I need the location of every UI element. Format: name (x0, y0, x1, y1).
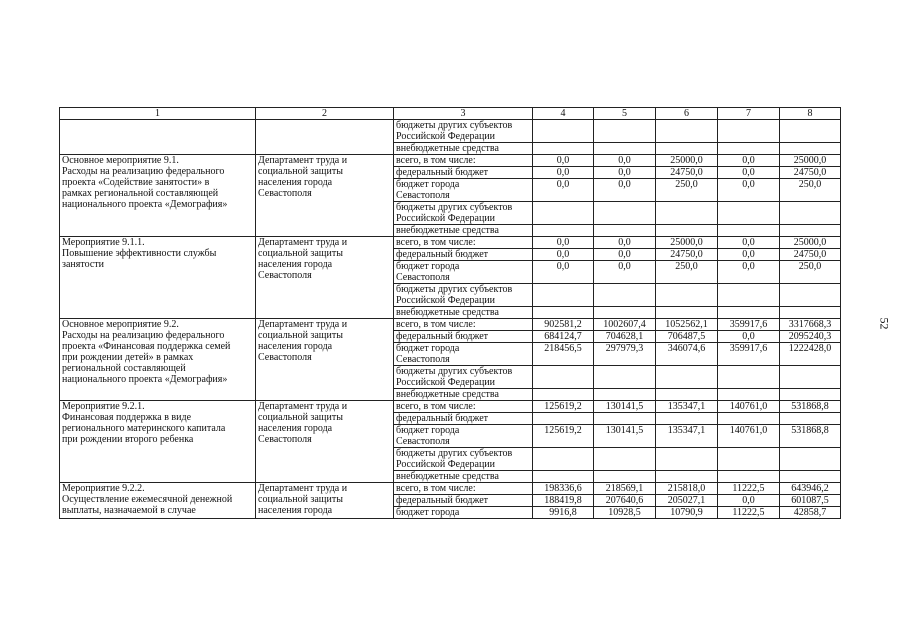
amount-cell: 130141,5 (594, 401, 656, 413)
amount-cell: 130141,5 (594, 425, 656, 448)
amount-cell (718, 307, 780, 319)
amount-cell: 0,0 (718, 495, 780, 507)
amount-cell: 188419,8 (533, 495, 594, 507)
amount-cell (656, 307, 718, 319)
amount-cell: 140761,0 (718, 401, 780, 413)
amount-cell: 0,0 (533, 261, 594, 284)
amount-cell: 3317668,3 (780, 319, 841, 331)
amount-cell (533, 143, 594, 155)
amount-cell: 0,0 (594, 237, 656, 249)
amount-cell: 0,0 (533, 155, 594, 167)
amount-cell: 0,0 (718, 167, 780, 179)
column-header-row (60, 108, 841, 120)
amount-cell (594, 389, 656, 401)
amount-cell: 1052562,1 (656, 319, 718, 331)
amount-cell: 359917,6 (718, 343, 780, 366)
amount-cell: 135347,1 (656, 425, 718, 448)
amount-cell: 0,0 (533, 249, 594, 261)
amount-cell (718, 448, 780, 471)
department: Департамент труда и социальной защиты населения города Севастополя (256, 319, 394, 401)
amount-cell (718, 284, 780, 307)
table-body (60, 108, 841, 519)
amount-cell (594, 471, 656, 483)
funding-source: бюджет города Севастополя (394, 179, 533, 202)
amount-cell: 902581,2 (533, 319, 594, 331)
amount-cell: 601087,5 (780, 495, 841, 507)
department (256, 120, 394, 155)
amount-cell: 11222,5 (718, 483, 780, 495)
amount-cell: 0,0 (718, 237, 780, 249)
table-row (60, 401, 841, 413)
funding-source: бюджеты других субъектов Российской Федерации (394, 448, 533, 471)
amount-cell: 531868,8 (780, 401, 841, 413)
amount-cell: 24750,0 (656, 167, 718, 179)
department: Департамент труда и социальной защиты населения города Севастополя (256, 155, 394, 237)
amount-cell (656, 143, 718, 155)
amount-cell: 250,0 (780, 179, 841, 202)
budget-table (59, 107, 841, 519)
table-row (60, 120, 841, 143)
amount-cell (656, 120, 718, 143)
amount-cell: 218569,1 (594, 483, 656, 495)
funding-source: всего, в том числе: (394, 155, 533, 167)
amount-cell: 250,0 (656, 179, 718, 202)
amount-cell (780, 471, 841, 483)
funding-source: внебюджетные средства (394, 307, 533, 319)
page-number: 52 (877, 317, 892, 330)
funding-source: бюджеты других субъектов Российской Федерации (394, 366, 533, 389)
column-header: 7 (718, 108, 780, 120)
column-header: 3 (394, 108, 533, 120)
amount-cell (656, 284, 718, 307)
table-row (60, 237, 841, 249)
amount-cell: 140761,0 (718, 425, 780, 448)
amount-cell: 215818,0 (656, 483, 718, 495)
amount-cell: 10928,5 (594, 507, 656, 519)
amount-cell: 704628,1 (594, 331, 656, 343)
amount-cell: 218456,5 (533, 343, 594, 366)
amount-cell (533, 389, 594, 401)
amount-cell: 346074,6 (656, 343, 718, 366)
activity-title: Мероприятие 9.1.1. Повышение эффективности службы занятости (60, 237, 256, 319)
table-row (60, 483, 841, 495)
amount-cell: 0,0 (594, 179, 656, 202)
amount-cell (780, 413, 841, 425)
amount-cell (656, 471, 718, 483)
amount-cell (594, 448, 656, 471)
amount-cell (656, 389, 718, 401)
amount-cell (594, 366, 656, 389)
amount-cell: 125619,2 (533, 425, 594, 448)
amount-cell (656, 225, 718, 237)
amount-cell: 24750,0 (780, 167, 841, 179)
amount-cell (533, 225, 594, 237)
amount-cell: 125619,2 (533, 401, 594, 413)
amount-cell (718, 389, 780, 401)
amount-cell: 11222,5 (718, 507, 780, 519)
amount-cell: 135347,1 (656, 401, 718, 413)
amount-cell (780, 143, 841, 155)
funding-source: всего, в том числе: (394, 237, 533, 249)
amount-cell: 684124,7 (533, 331, 594, 343)
amount-cell (718, 120, 780, 143)
department: Департамент труда и социальной защиты населения города (256, 483, 394, 519)
funding-source: внебюджетные средства (394, 389, 533, 401)
amount-cell (718, 471, 780, 483)
amount-cell (718, 366, 780, 389)
amount-cell (533, 202, 594, 225)
amount-cell: 0,0 (594, 155, 656, 167)
amount-cell: 0,0 (718, 179, 780, 202)
amount-cell: 706487,5 (656, 331, 718, 343)
funding-source: бюджет города Севастополя (394, 425, 533, 448)
amount-cell: 25000,0 (656, 237, 718, 249)
department: Департамент труда и социальной защиты населения города Севастополя (256, 237, 394, 319)
column-header: 5 (594, 108, 656, 120)
column-header: 2 (256, 108, 394, 120)
amount-cell: 531868,8 (780, 425, 841, 448)
amount-cell: 42858,7 (780, 507, 841, 519)
funding-source: бюджет города (394, 507, 533, 519)
amount-cell: 250,0 (656, 261, 718, 284)
activity-title: Основное мероприятие 9.2. Расходы на реализацию федерального проекта «Финансовая поддержка семей при рождении детей» в рамках региональной составляющей национального проекта «Демография» (60, 319, 256, 401)
funding-source: внебюджетные средства (394, 143, 533, 155)
amount-cell (533, 448, 594, 471)
amount-cell: 250,0 (780, 261, 841, 284)
amount-cell: 24750,0 (656, 249, 718, 261)
funding-source: внебюджетные средства (394, 225, 533, 237)
amount-cell (533, 471, 594, 483)
amount-cell (656, 202, 718, 225)
amount-cell (780, 225, 841, 237)
amount-cell (780, 366, 841, 389)
funding-source: всего, в том числе: (394, 401, 533, 413)
amount-cell: 0,0 (718, 155, 780, 167)
amount-cell (533, 120, 594, 143)
funding-source: внебюджетные средства (394, 471, 533, 483)
amount-cell: 0,0 (718, 331, 780, 343)
amount-cell: 1002607,4 (594, 319, 656, 331)
amount-cell (533, 413, 594, 425)
amount-cell: 24750,0 (780, 249, 841, 261)
amount-cell: 2095240,3 (780, 331, 841, 343)
amount-cell (718, 202, 780, 225)
activity-title: Мероприятие 9.2.2. Осуществление ежемесячной денежной выплаты, назначаемой в случае (60, 483, 256, 519)
funding-source: федеральный бюджет (394, 249, 533, 261)
amount-cell (780, 307, 841, 319)
amount-cell (594, 225, 656, 237)
amount-cell (780, 448, 841, 471)
amount-cell: 1222428,0 (780, 343, 841, 366)
amount-cell (718, 413, 780, 425)
amount-cell: 25000,0 (780, 237, 841, 249)
table-row (60, 155, 841, 167)
funding-source: федеральный бюджет (394, 413, 533, 425)
amount-cell (780, 284, 841, 307)
amount-cell (594, 120, 656, 143)
funding-source: бюджеты других субъектов Российской Федерации (394, 120, 533, 143)
funding-source: федеральный бюджет (394, 495, 533, 507)
amount-cell (533, 307, 594, 319)
amount-cell (780, 120, 841, 143)
amount-cell: 0,0 (718, 249, 780, 261)
funding-source: всего, в том числе: (394, 483, 533, 495)
amount-cell: 0,0 (533, 167, 594, 179)
amount-cell (656, 413, 718, 425)
funding-source: бюджет города Севастополя (394, 343, 533, 366)
department: Департамент труда и социальной защиты населения города Севастополя (256, 401, 394, 483)
amount-cell: 10790,9 (656, 507, 718, 519)
column-header: 1 (60, 108, 256, 120)
amount-cell (718, 143, 780, 155)
amount-cell (594, 143, 656, 155)
amount-cell (656, 366, 718, 389)
funding-source: всего, в том числе: (394, 319, 533, 331)
activity-title: Мероприятие 9.2.1. Финансовая поддержка в виде регионального материнского капитала при рождении второго ребенка (60, 401, 256, 483)
amount-cell: 0,0 (533, 237, 594, 249)
amount-cell (594, 284, 656, 307)
amount-cell: 297979,3 (594, 343, 656, 366)
amount-cell: 0,0 (594, 261, 656, 284)
funding-source: федеральный бюджет (394, 331, 533, 343)
activity-title (60, 120, 256, 155)
amount-cell (718, 225, 780, 237)
table-row (60, 319, 841, 331)
funding-source: федеральный бюджет (394, 167, 533, 179)
amount-cell: 0,0 (594, 167, 656, 179)
amount-cell (594, 413, 656, 425)
amount-cell (780, 202, 841, 225)
funding-source: бюджеты других субъектов Российской Федерации (394, 202, 533, 225)
column-header: 4 (533, 108, 594, 120)
column-header: 6 (656, 108, 718, 120)
column-header: 8 (780, 108, 841, 120)
activity-title: Основное мероприятие 9.1. Расходы на реализацию федерального проекта «Содействие занятости» в рамках региональной составляющей национального проекта «Демография» (60, 155, 256, 237)
amount-cell (594, 307, 656, 319)
amount-cell: 205027,1 (656, 495, 718, 507)
amount-cell: 25000,0 (780, 155, 841, 167)
amount-cell: 0,0 (594, 249, 656, 261)
amount-cell (780, 389, 841, 401)
amount-cell: 359917,6 (718, 319, 780, 331)
funding-source: бюджет города Севастополя (394, 261, 533, 284)
amount-cell (533, 284, 594, 307)
funding-source: бюджеты других субъектов Российской Федерации (394, 284, 533, 307)
amount-cell: 643946,2 (780, 483, 841, 495)
amount-cell: 0,0 (718, 261, 780, 284)
amount-cell: 198336,6 (533, 483, 594, 495)
amount-cell (656, 448, 718, 471)
amount-cell (533, 366, 594, 389)
amount-cell: 0,0 (533, 179, 594, 202)
amount-cell: 9916,8 (533, 507, 594, 519)
amount-cell (594, 202, 656, 225)
amount-cell: 25000,0 (656, 155, 718, 167)
amount-cell: 207640,6 (594, 495, 656, 507)
